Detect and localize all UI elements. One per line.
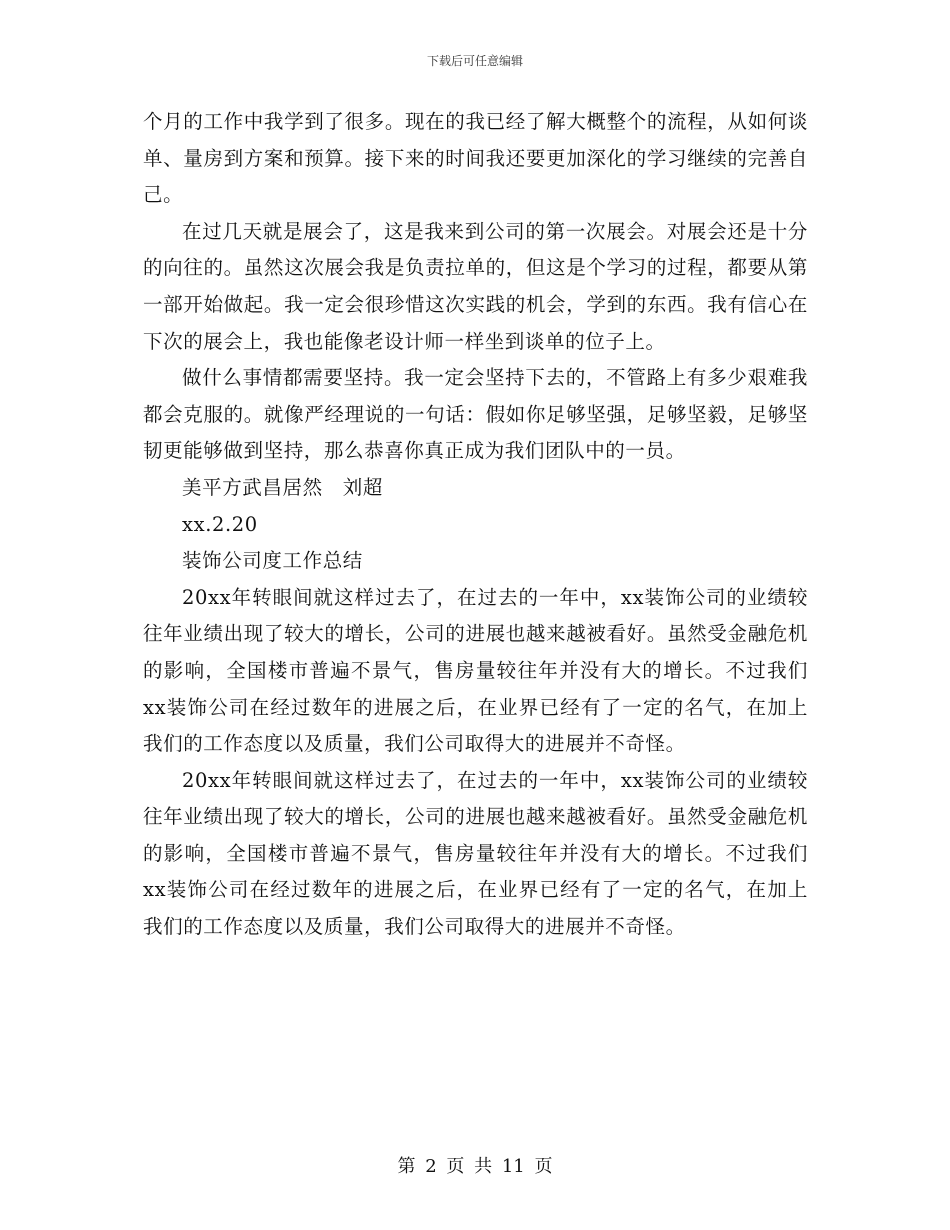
document-body	[143, 104, 808, 946]
paragraph-3: 做什么事情都需要坚持。我一定会坚持下去的，不管路上有多少艰难我都会克服的。就像严经理说的一句话：假如你足够坚强，足够坚毅，足够坚韧更能够做到坚持，那么恭喜你真正成为我们团队中的一员。	[143, 366, 808, 463]
section-title: 装饰公司度工作总结	[182, 549, 363, 573]
signature-line: 美平方武昌居然 刘超	[182, 475, 384, 499]
paragraph-5: 20xx年转眼间就这样过去了，在过去的一年中，xx装饰公司的业绩较往年业绩出现了较大的增长，公司的进展也越来越被看好。虽然受金融危机的影响，全国楼市普遍不景气，售房量较往年并没有大的增长。不过我们xx装饰公司在经过数年的进展之后，在业界已经有了一定的名气，在加上我们的工作态度以及质量，我们公司取得大的进展并不奇怪。	[143, 768, 808, 939]
paragraph-4: 20xx年转眼间就这样过去了，在过去的一年中，xx装饰公司的业绩较往年业绩出现了较大的增长，公司的进展也越来越被看好。虽然受金融危机的影响，全国楼市普遍不景气，售房量较往年并没有大的增长。不过我们xx装饰公司在经过数年的进展之后，在业界已经有了一定的名气，在加上我们的工作态度以及质量，我们公司取得大的进展并不奇怪。	[143, 585, 808, 756]
date-line: xx.2.20	[182, 512, 258, 536]
paragraph-2: 在过几天就是展会了，这是我来到公司的第一次展会。对展会还是十分的向往的。虽然这次展会我是负责拉单的，但这是个学习的过程，都要从第一部开始做起。我一定会很珍惜这次实践的机会，学到的东西。我有信心在下次的展会上，我也能像老设计师一样坐到谈单的位子上。	[143, 219, 808, 353]
page-footer: 第 2 页 共 11 页	[397, 1156, 553, 1177]
page-header: 下载后可任意编辑	[426, 54, 523, 68]
paragraph-1: 个月的工作中我学到了很多。现在的我已经了解大概整个的流程，从如何谈单、量房到方案和预算。接下来的时间我还要更加深化的学习继续的完善自己。	[143, 110, 808, 207]
